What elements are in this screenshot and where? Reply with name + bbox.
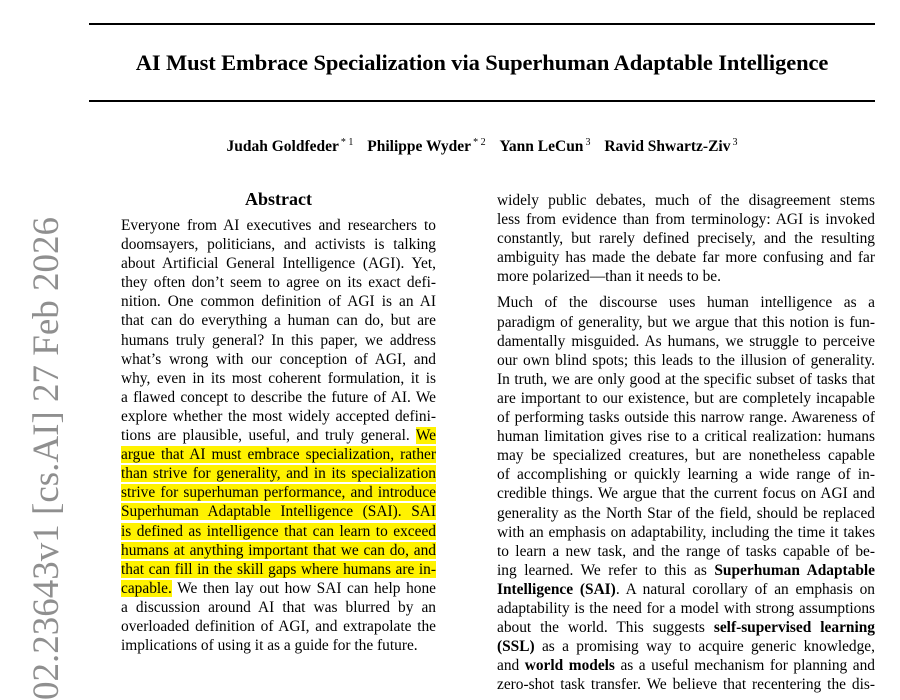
text-segment: overloaded definition of AGI, and extrapolate the [121, 617, 436, 635]
text-segment: to learn a new task, and the range of tasks capable of be- [497, 542, 875, 560]
text-segment: more polarized—than it needs to be. [497, 268, 721, 286]
highlighted-text: is defined as intelligence that can learn to exceed [121, 522, 436, 540]
text-line [121, 426, 436, 445]
text-segment: In truth, we are only good at the specific subset of tasks that [497, 370, 875, 388]
text-segment: constantly, but rarely defined precisely, and the resulting [497, 230, 875, 248]
author [604, 138, 737, 155]
text-line [121, 273, 436, 292]
text-line [497, 675, 875, 694]
author [367, 138, 485, 155]
text-line [497, 229, 875, 248]
highlighted-text: that can fill in the skill gaps where humans are in- [121, 560, 436, 578]
arxiv-identifier-stamp: 02.23643v1 [cs.AI] 27 Feb 2026 [26, 216, 67, 700]
text-segment: and [497, 657, 525, 675]
text-segment: We then lay out how SAI can help hone [171, 579, 436, 597]
text-line [121, 483, 436, 502]
body-paragraph [497, 293, 875, 694]
text-line [121, 560, 436, 579]
title-top-rule [89, 23, 875, 25]
text-line [121, 464, 436, 483]
text-segment: ing learned. We refer to this as [497, 561, 715, 579]
text-segment: about Artificial General Intelligence (AGI). Yet, [121, 255, 436, 273]
author-name: Judah Goldfeder [226, 138, 339, 156]
highlighted-text: argue that AI must embrace specialization, rather [121, 446, 436, 464]
text-segment: as a promising way to acquire generic knowledge, [534, 638, 875, 656]
text-segment: Everyone from AI executives and researchers to [121, 217, 436, 234]
text-line [121, 407, 436, 426]
text-segment: about the world. This suggests [497, 619, 714, 637]
text-line [121, 541, 436, 560]
highlighted-text: humans at anything important that we can do, and [121, 541, 436, 559]
text-line [497, 427, 875, 446]
text-line [497, 351, 875, 370]
author-name: Ravid Shwartz-Ziv [604, 138, 731, 156]
bold-term: Superhuman Adaptable [714, 561, 875, 579]
author-affiliation-mark: 3 [732, 137, 738, 148]
text-line [497, 313, 875, 332]
text-line [121, 292, 436, 311]
text-segment: explore whether the most widely accepted defini- [121, 407, 436, 425]
text-line [121, 636, 436, 655]
author-list [89, 133, 875, 157]
text-segment: may be specialized creatures, but are nonetheless capable [497, 447, 875, 465]
text-line [121, 331, 436, 350]
text-line [497, 332, 875, 351]
abstract-column [121, 187, 436, 655]
text-line [497, 248, 875, 267]
text-line [121, 445, 436, 464]
text-line [121, 369, 436, 388]
text-segment: implications of using it as a guide for the future. [121, 637, 418, 655]
text-line [497, 370, 875, 389]
text-segment: adaptability is the need for a model with strong assumptions [497, 599, 875, 617]
text-segment: they often don’t seem to agree on its exact defi- [121, 274, 436, 292]
text-line [497, 408, 875, 427]
text-segment: our own blind spots; this leads to the illusion of generality. [497, 351, 875, 369]
text-line [497, 210, 875, 229]
text-segment: a discussion around AI that was blurred by an [121, 598, 436, 616]
text-line [497, 446, 875, 465]
text-segment: a flawed concept to describe the future of AI. We [121, 388, 436, 406]
bold-term: (SSL) [497, 638, 535, 656]
text-line [121, 235, 436, 254]
bold-term: self-supervised learning [713, 619, 876, 637]
text-segment: paradigm of generality, but we argue that this notion is fun- [497, 313, 875, 331]
text-segment: . A natural corollary of an emphasis on [615, 580, 876, 598]
text-line [121, 598, 436, 617]
text-segment: of accomplishing or quickly learning a wide range of in- [497, 466, 875, 484]
highlighted-text: than strive for generality, and in its specialization [121, 465, 436, 483]
text-line [497, 542, 875, 561]
text-line [121, 522, 436, 541]
text-segment: zero-shot task transfer. We believe that recentering the dis- [497, 676, 875, 694]
text-segment: tions are plausible, useful, and truly general. [121, 427, 416, 445]
text-line [497, 656, 875, 675]
text-segment: why, even in its most coherent formulation, it is [121, 369, 436, 387]
text-segment: less from evidence than from terminology: AGI is invoked [497, 211, 875, 229]
bold-term: Intelligence (SAI) [497, 580, 616, 598]
highlighted-text: Superhuman Adaptable Intelligence (SAI). SAI [121, 503, 436, 521]
paper-title: AI Must Embrace Specialization via Superhuman Adaptable Intelligence [135, 50, 829, 75]
text-line [121, 388, 436, 407]
abstract-heading: Abstract [245, 189, 312, 209]
text-line [121, 311, 436, 330]
author-affiliation-mark: * 1 [340, 137, 354, 148]
text-line [121, 617, 436, 636]
text-line [497, 580, 875, 599]
text-segment: doomsayers, politicians, and activists is talking [121, 236, 436, 254]
text-segment: widely public debates, much of the disagreement stems [497, 192, 875, 209]
author-name: Yann LeCun [499, 138, 584, 156]
text-line [497, 618, 875, 637]
text-line [497, 523, 875, 542]
text-line [497, 561, 875, 580]
text-line [497, 389, 875, 408]
text-line [121, 502, 436, 521]
text-segment: nition. One common definition of AGI is an AI [121, 293, 436, 311]
text-segment: with an emphasis on adaptability, including the time it takes [497, 523, 875, 541]
text-segment: of performing tasks outside this narrow range. Awareness of [497, 409, 875, 427]
title-bottom-rule [89, 100, 875, 102]
text-line [497, 637, 875, 656]
text-line [497, 267, 875, 286]
text-segment: are important to our existence, but are completely incapable [497, 389, 875, 407]
text-line [497, 191, 875, 210]
author-affiliation-mark: * 2 [473, 137, 486, 148]
author-affiliation-mark: 3 [585, 137, 591, 148]
abstract-body [121, 216, 436, 655]
text-line [497, 504, 875, 523]
text-line [121, 579, 436, 598]
author [499, 138, 590, 155]
highlighted-text: We [415, 427, 436, 445]
author-name: Philippe Wyder [367, 138, 472, 156]
highlighted-text: strive for superhuman performance, and introduce [121, 484, 436, 502]
text-segment: what’s wrong with our conception of AGI, and [121, 350, 436, 368]
text-line [121, 254, 436, 273]
text-line [121, 350, 436, 369]
text-line [497, 484, 875, 503]
body-paragraph [497, 191, 875, 286]
text-segment: Much of the discourse uses human intelligence as a [497, 294, 875, 312]
text-line [497, 599, 875, 618]
text-segment: generality as the North Star of the field, should be replaced [497, 504, 875, 522]
text-line [121, 216, 436, 235]
highlighted-text: capable. [121, 579, 172, 597]
text-segment: that can do everything a human can do, but are [121, 312, 436, 330]
text-segment: damentally misguided. As humans, we struggle to perceive [497, 332, 875, 350]
text-segment: credible things. We argue that the current focus on AGI and [497, 485, 875, 503]
author [227, 138, 354, 155]
body-text-column [497, 191, 875, 694]
bold-term: world models [524, 657, 615, 675]
text-segment: humans truly general? In this paper, we address [121, 331, 436, 349]
text-segment: ambiguity has made the debate far more confusing and far [497, 249, 875, 267]
text-segment: as a useful mechanism for planning and [614, 657, 875, 675]
text-line [497, 465, 875, 484]
text-line [497, 293, 875, 312]
text-segment: human limitation gives rise to a critical realization: humans [497, 428, 875, 446]
